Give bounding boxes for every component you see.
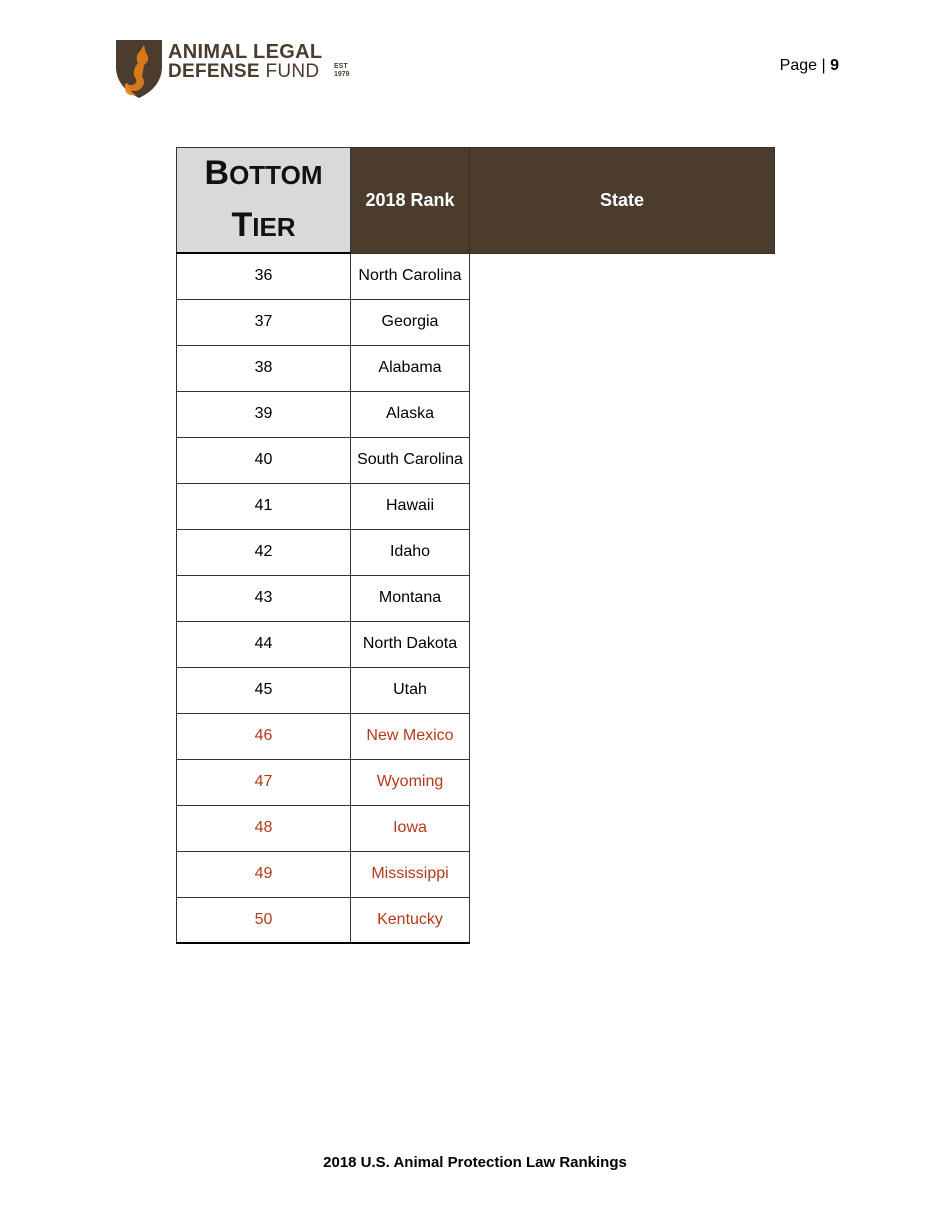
state-cell: Utah xyxy=(351,667,470,713)
rank-cell: 45 xyxy=(177,667,351,713)
org-name-line1: ANIMAL LEGAL xyxy=(168,41,323,63)
rank-cell: 43 xyxy=(177,575,351,621)
rank-cell: 36 xyxy=(177,253,351,299)
table-row xyxy=(177,299,775,345)
state-cell: North Carolina xyxy=(351,253,470,299)
state-cell: Montana xyxy=(351,575,470,621)
table-row xyxy=(177,713,775,759)
table-row xyxy=(177,805,775,851)
fox-shield-icon xyxy=(114,37,164,99)
state-cell: Hawaii xyxy=(351,483,470,529)
rank-cell: 42 xyxy=(177,529,351,575)
org-name-line2: DEFENSE FUND xyxy=(168,61,320,82)
page-number: Page | 9 xyxy=(779,57,839,74)
state-cell: Mississippi xyxy=(351,851,470,897)
rank-cell: 38 xyxy=(177,345,351,391)
rank-cell: 49 xyxy=(177,851,351,897)
tier-label: BOTTOM TIER xyxy=(204,154,323,244)
state-cell: Wyoming xyxy=(351,759,470,805)
rankings-table xyxy=(176,147,774,944)
table-row xyxy=(177,851,775,897)
table-row xyxy=(177,897,775,943)
table-row xyxy=(177,483,775,529)
rank-cell: 39 xyxy=(177,391,351,437)
footer-title: 2018 U.S. Animal Protection Law Rankings xyxy=(323,1154,627,1171)
state-cell: Iowa xyxy=(351,805,470,851)
state-cell: Idaho xyxy=(351,529,470,575)
table-row xyxy=(177,529,775,575)
state-cell: South Carolina xyxy=(351,437,470,483)
rank-cell: 40 xyxy=(177,437,351,483)
table-row xyxy=(177,575,775,621)
state-cell: Alabama xyxy=(351,345,470,391)
table-row xyxy=(177,759,775,805)
rank-cell: 44 xyxy=(177,621,351,667)
rank-cell: 50 xyxy=(177,897,351,943)
rank-cell: 41 xyxy=(177,483,351,529)
table-row xyxy=(177,253,775,299)
rank-cell: 47 xyxy=(177,759,351,805)
rank-cell: 48 xyxy=(177,805,351,851)
rank-cell: 46 xyxy=(177,713,351,759)
column-header-rank: 2018 Rank xyxy=(351,148,470,254)
rank-cell: 37 xyxy=(177,299,351,345)
table-row xyxy=(177,391,775,437)
column-header-state: State xyxy=(470,148,775,254)
state-cell: North Dakota xyxy=(351,621,470,667)
state-cell: Kentucky xyxy=(351,897,470,943)
table-row xyxy=(177,667,775,713)
table-row xyxy=(177,345,775,391)
tier-label-cell xyxy=(177,148,351,254)
state-cell: Georgia xyxy=(351,299,470,345)
est-year: EST 1979 xyxy=(334,63,350,78)
aldf-logo xyxy=(114,37,359,99)
state-cell: New Mexico xyxy=(351,713,470,759)
state-cell: Alaska xyxy=(351,391,470,437)
table-row xyxy=(177,621,775,667)
table-row xyxy=(177,437,775,483)
